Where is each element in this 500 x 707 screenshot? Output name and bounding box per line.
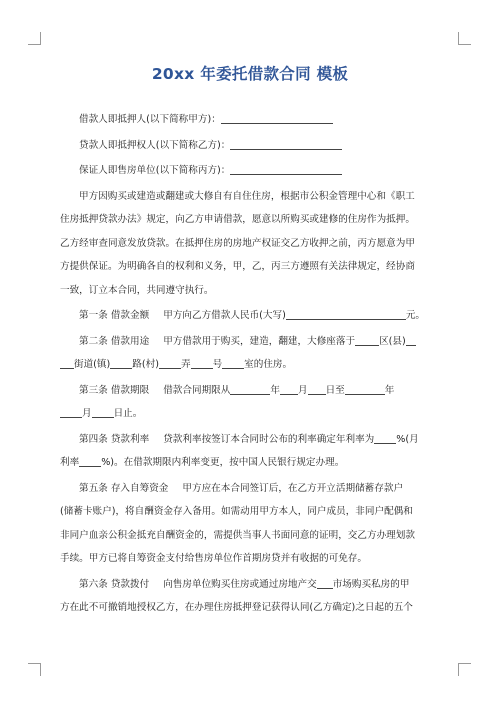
intro-line: 甲方因购买或建造或翻建或大修自有自住住房，根据市公积金管理中心和《职工 (79, 190, 415, 202)
article-3-text: 借款合同期限从 (163, 384, 231, 396)
article-5-line-3: 非同户血亲公积金抵充自酬资金的，需提供当事人书面同意的证明，交乙方办理划款 (60, 529, 415, 541)
article-3-line (60, 379, 442, 403)
article-1-heading: 第一条 借款金额 (79, 310, 150, 321)
article-1-line (60, 304, 442, 328)
party-guarantor-line (60, 159, 442, 183)
party-guarantor-label: 保证人即售房单位(以下简称丙方)： (79, 165, 231, 176)
intro-line: 住房抵押贷款办法》规定，向乙方申请借款，愿意以所购买或建修的住房作为抵押。 (60, 214, 415, 225)
article-6-heading: 第六条 贷款拨付 (79, 578, 150, 590)
article-6-line (60, 573, 442, 597)
amount-blank[interactable] (286, 308, 406, 320)
article-2-text: 甲方借款用于购买，建造，翻建，大修座落于 (163, 335, 356, 347)
article-5-line-4: 手续。甲方已将自筹资金支付给售房单位作首期房贷并有收据的可免存。 (60, 553, 367, 564)
article-3-line-2 (60, 402, 442, 426)
document-title: 20xx 年委托借款合同 模板 (151, 65, 349, 83)
article-4-text: 贷款利率按签订本合同时公布的利率确定年利率为 (163, 433, 375, 445)
document-body (60, 108, 442, 620)
article-4-line-2 (60, 451, 442, 475)
intro-line: 一致，订立本合同，共同遵守执行。 (60, 284, 214, 296)
article-5-line-2: (储蓄卡账户)，将自酬资金存入备用。如需动用甲方本人，同户成员，非同户配偶和 (60, 506, 413, 517)
article-4-heading: 第四条 贷款利率 (79, 433, 150, 445)
exchange-blank[interactable] (317, 577, 333, 589)
article-6-text: 向售房单位购买住房或通过房地产交 (163, 578, 317, 590)
street-pre-blank[interactable] (60, 357, 74, 369)
article-4-line (60, 428, 442, 452)
intro-line: 方提供保证。为明确各自的权利和义务，甲，乙，丙三方遵照有关法律规定，经协商 (60, 261, 415, 272)
article-3-end-year: 年 (384, 384, 395, 396)
start-month-blank[interactable] (280, 383, 298, 395)
article-3-end-month: 月 (82, 408, 92, 419)
crop-mark-bottom-left (28, 663, 41, 676)
article-2-street: 街道(镇) (74, 359, 111, 370)
article-3-year: 年 (270, 384, 280, 396)
article-2-district: 区(县) (379, 335, 406, 347)
article-3-month: 月 (297, 384, 308, 396)
party-lender-label: 贷款人即抵押权人(以下简称乙方)： (79, 139, 231, 151)
article-5-text: 甲方应在本合同签订后，在乙方开立活期储蓄存款户 (182, 482, 404, 494)
monthly-rate-blank[interactable] (79, 455, 101, 467)
article-5-line (60, 477, 442, 501)
start-day-blank[interactable] (308, 383, 326, 395)
article-1-unit: 元。 (405, 310, 426, 321)
article-2-line (60, 330, 442, 354)
district-blank[interactable] (355, 334, 379, 346)
article-2-number: 号 (212, 359, 223, 370)
article-6-line-2: 方在此不可撤销地授权乙方，在办理住房抵押登记获得认同(乙方确定)之日起的五个 (60, 602, 413, 613)
article-4-monthly-label: 利率 (60, 457, 80, 468)
party-lender-blank[interactable] (230, 138, 342, 150)
party-borrower-blank[interactable] (221, 112, 333, 124)
article-4-text-2: %)。在借款期限内利率变更，按中国人民银行规定办理。 (101, 457, 345, 468)
intro-line: 乙方经审查同意发放贷款。在抵押住房的房地产权证交乙方收押之前，丙方愿意为甲 (60, 237, 415, 249)
article-1-text: 甲方向乙方借款人民币(大写) (163, 310, 286, 321)
article-2-road: 路(村) (132, 359, 159, 370)
party-lender-line (60, 134, 442, 158)
article-3-until: 日至 (325, 384, 345, 396)
party-borrower-label: 借款人即抵押人(以下简称甲方)： (79, 114, 221, 125)
lane-blank[interactable] (191, 357, 213, 369)
crop-mark-bottom-right (458, 663, 471, 676)
article-4-percent: %(月 (396, 433, 419, 445)
article-6-text-b: 市场购买私房的甲 (332, 578, 410, 590)
article-3-heading: 第三条 借款期限 (79, 384, 150, 396)
district-tail-blank[interactable] (406, 334, 416, 346)
end-year-blank[interactable] (345, 383, 385, 395)
road-blank[interactable] (159, 357, 181, 369)
party-borrower-line (60, 108, 442, 132)
crop-mark-top-right (458, 32, 471, 45)
article-2-room: 室的住房。 (244, 359, 293, 370)
crop-mark-top-left (28, 32, 41, 45)
street-blank[interactable] (110, 357, 132, 369)
article-5-heading: 第五条 存入自筹资金 (79, 482, 169, 494)
start-year-blank[interactable] (230, 383, 270, 395)
end-day-blank[interactable] (92, 406, 114, 418)
party-guarantor-blank[interactable] (230, 163, 342, 175)
end-month-blank[interactable] (60, 406, 82, 418)
article-2-lane: 弄 (180, 359, 191, 370)
article-2-heading: 第二条 借款用途 (79, 335, 150, 347)
number-blank[interactable] (222, 357, 244, 369)
article-2-line-2 (60, 353, 442, 377)
article-3-end-day: 日止。 (113, 408, 143, 419)
annual-rate-blank[interactable] (374, 432, 396, 444)
